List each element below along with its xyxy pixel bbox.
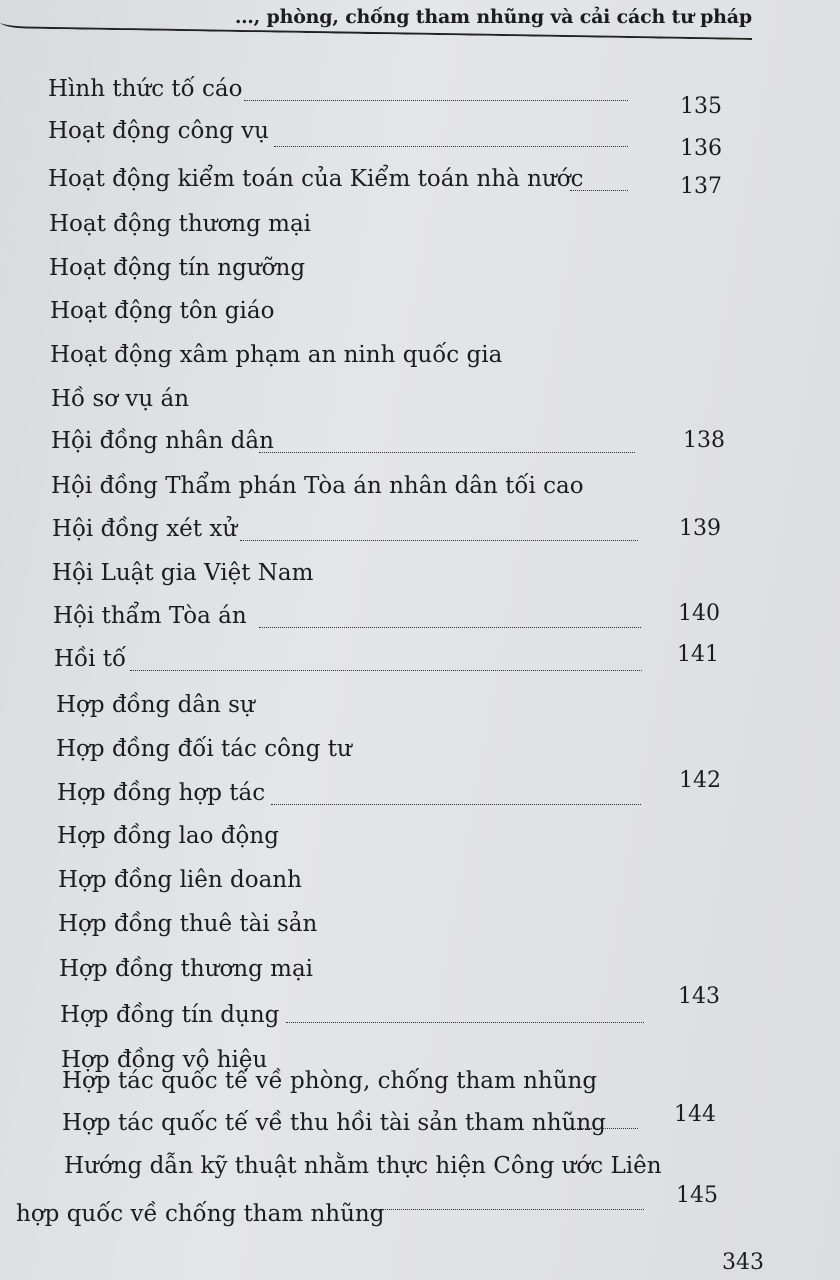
dot-leader [274, 146, 628, 147]
page-number: 145 [676, 1183, 718, 1208]
page-number: 139 [679, 516, 721, 541]
index-entry [56, 692, 736, 732]
index-entry [52, 560, 732, 600]
page-number: 135 [680, 94, 722, 119]
index-entry [51, 428, 731, 468]
running-header [0, 0, 840, 40]
index-term: Hội Luật gia Việt Nam [52, 560, 314, 586]
index-entry [60, 984, 740, 1042]
index-entry [52, 516, 732, 556]
page-number: 137 [680, 174, 722, 199]
page-number: 138 [683, 428, 725, 453]
page-number: 144 [674, 1102, 716, 1127]
index-term: Hội đồng Thẩm phán Tòa án nhân dân tối cao [51, 473, 584, 499]
index-term: Hợp đồng đối tác công tư [56, 736, 352, 762]
page-number: 140 [678, 601, 720, 626]
index-entry [50, 298, 730, 338]
index-term: Hợp đồng dân sự [56, 692, 255, 718]
dot-leader [259, 452, 635, 453]
index-entry [53, 603, 733, 643]
index-term: Hợp đồng tín dụng [60, 1002, 280, 1028]
dot-leader [566, 1128, 638, 1129]
index-term: Hợp đồng vô hiệu [61, 1047, 268, 1073]
index-entry [56, 736, 736, 776]
index-term: Hội đồng nhân dân [51, 428, 274, 454]
index-entry [48, 76, 728, 119]
index-term: Hợp đồng thuê tài sản [58, 911, 318, 937]
index-term: Hoạt động tôn giáo [50, 298, 275, 324]
page-number: 136 [680, 136, 722, 161]
dot-leader [244, 100, 628, 101]
index-entry [62, 1068, 742, 1108]
dot-leader [240, 540, 638, 541]
dot-leader [570, 190, 628, 191]
index-entry [48, 166, 728, 206]
index-entry [51, 386, 731, 426]
index-term: Hoạt động xâm phạm an ninh quốc gia [50, 342, 503, 368]
index-entry [49, 255, 729, 295]
index-entry [58, 867, 738, 907]
dot-leader [286, 1022, 644, 1023]
index-term: Hội đồng xét xử [52, 516, 238, 542]
index-entry [50, 342, 730, 382]
index-entry [58, 911, 738, 951]
index-entry [49, 211, 729, 251]
dot-leader [259, 627, 641, 628]
index-entry [16, 1153, 744, 1227]
page-number: 143 [678, 984, 720, 1009]
index-term: Hoạt động kiểm toán của Kiểm toán nhà nước [48, 166, 584, 192]
dot-leader [130, 670, 642, 671]
index-entry [57, 768, 737, 820]
dot-leader [271, 804, 641, 805]
page-number: 142 [679, 768, 721, 793]
index-term-continuation: hợp quốc về chống tham nhũng [16, 1201, 385, 1227]
page-folio: 343 [722, 1250, 764, 1275]
index-term: Hoạt động công vụ [48, 118, 269, 144]
index-term: Hồ sơ vụ án [51, 386, 190, 412]
index-term: Hoạt động thương mại [49, 211, 312, 237]
index-term: Hợp tác quốc tế về thu hồi tài sản tham nhũng [62, 1110, 606, 1136]
index-term: Hình thức tố cáo [48, 76, 243, 102]
index-term: Hồi tố [54, 646, 127, 672]
index-term: Hoạt động tín ngưỡng [49, 255, 306, 281]
index-term: Hợp đồng lao động [57, 823, 279, 849]
index-term: Hợp đồng thương mại [59, 956, 314, 982]
index-entry [62, 1102, 742, 1150]
index-term: Hợp tác quốc tế về phòng, chống tham nhũng [62, 1068, 598, 1094]
index-entry [48, 118, 728, 161]
index-term: Hướng dẫn kỹ thuật nhằm thực hiện Công ước Liên [64, 1153, 662, 1179]
page-number: 141 [677, 642, 719, 667]
running-title: …, phòng, chống tham nhũng và cải cách tư pháp [234, 6, 752, 28]
index-entry [54, 642, 734, 686]
index-entry [57, 823, 737, 863]
index-term: Hợp đồng liên doanh [58, 867, 302, 893]
index-entry [59, 956, 739, 996]
dot-leader [370, 1209, 644, 1210]
index-term: Hội thẩm Tòa án [53, 603, 247, 629]
index-entry [51, 473, 731, 513]
index-term: Hợp đồng hợp tác [57, 780, 266, 806]
